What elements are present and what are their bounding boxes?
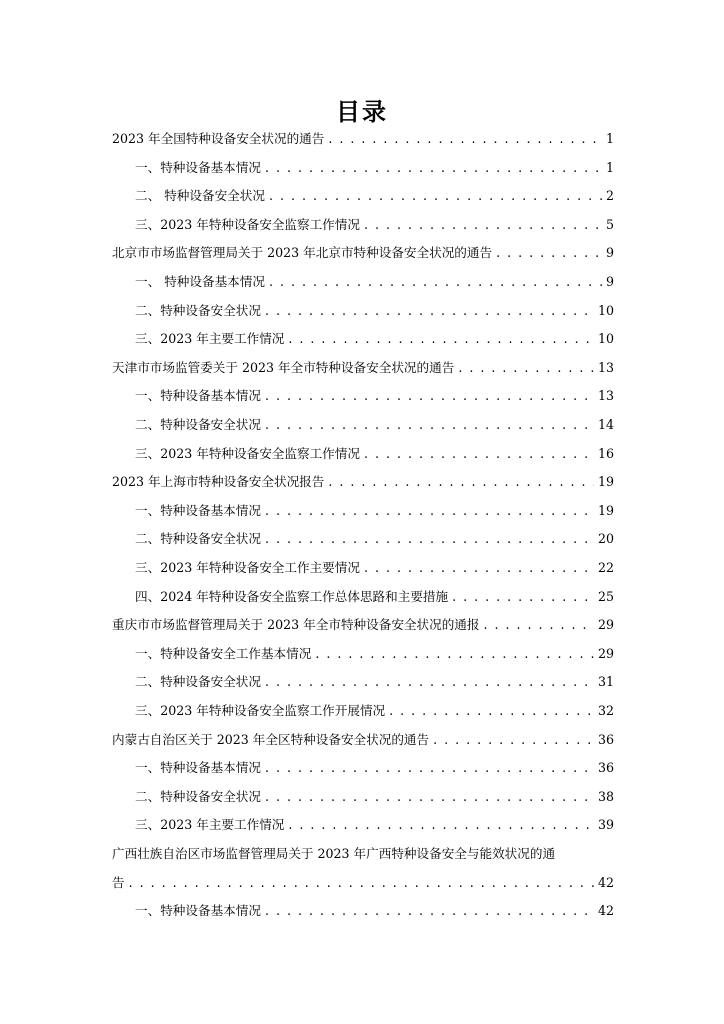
toc-entry-title: 二、特种设备安全状况 xyxy=(135,788,261,804)
dot-leader xyxy=(265,388,594,404)
toc-entry[interactable] xyxy=(135,531,614,547)
toc-entry[interactable] xyxy=(112,732,614,748)
dot-leader xyxy=(265,789,594,805)
toc-page-number: 39 xyxy=(597,817,614,833)
toc-page-number: 42 xyxy=(597,903,614,919)
toc-entry[interactable] xyxy=(135,417,614,433)
dot-leader xyxy=(328,474,594,490)
toc-page-number: 9 xyxy=(605,245,614,261)
toc-entry-title: 2023 年全国特种设备安全状况的通告 xyxy=(112,131,325,146)
toc-entry-title: 四、2024 年特种设备安全监察工作总体思路和主要措施 xyxy=(135,588,449,604)
toc-page-number: 1 xyxy=(605,159,614,175)
toc-page-number: 13 xyxy=(597,359,614,375)
dot-leader xyxy=(458,360,594,376)
toc-page-number: 36 xyxy=(597,731,614,747)
toc-entry-title: 一、 特种设备基本情况 xyxy=(135,274,265,289)
toc-entry-title: 二、特种设备安全状况 xyxy=(135,674,261,690)
toc-page-number: 19 xyxy=(597,502,614,518)
toc-entry[interactable] xyxy=(135,331,614,347)
toc-entry[interactable] xyxy=(135,789,614,805)
toc-entry-title: 三、2023 年特种设备安全监察工作情况 xyxy=(135,216,360,232)
toc-entry-title: 二、 特种设备安全状况 xyxy=(135,188,265,204)
dot-leader xyxy=(364,217,602,233)
dot-leader xyxy=(265,760,594,776)
toc-page-number: 29 xyxy=(597,617,614,633)
toc-page-number: 10 xyxy=(597,331,614,347)
toc-entry-title: 三、2023 年特种设备安全工作主要情况 xyxy=(135,560,360,575)
dot-leader xyxy=(265,503,594,519)
toc-entry-title: 三、2023 年特种设备安全监察工作开展情况 xyxy=(135,703,386,718)
toc-entry[interactable] xyxy=(112,360,614,376)
toc-entry[interactable] xyxy=(112,245,614,261)
toc-page-number: 13 xyxy=(597,388,614,404)
toc-entry[interactable] xyxy=(135,646,614,662)
dot-leader xyxy=(433,732,594,748)
toc-page-number: 9 xyxy=(605,274,614,289)
dot-leader xyxy=(328,131,602,147)
toc-entry[interactable] xyxy=(135,274,614,290)
toc-entry[interactable] xyxy=(135,160,614,176)
toc-page-number: 5 xyxy=(605,216,614,232)
dot-leader xyxy=(364,560,594,576)
dot-leader xyxy=(496,245,602,261)
toc-entry[interactable] xyxy=(135,188,614,204)
dot-leader xyxy=(129,875,594,891)
dot-leader xyxy=(265,674,594,690)
toc-entry-title: 二、特种设备安全状况 xyxy=(135,302,261,318)
dot-leader xyxy=(265,160,602,176)
toc-entry-title: 三、2023 年特种设备安全监察工作情况 xyxy=(135,445,360,461)
toc-page-number: 10 xyxy=(597,302,614,318)
toc-entry-title: 天津市市场监管委关于 2023 年全市特种设备安全状况的通告 xyxy=(112,359,455,375)
toc-entry[interactable] xyxy=(112,131,614,147)
toc-page-number: 22 xyxy=(597,560,614,575)
toc-entry[interactable] xyxy=(112,617,614,633)
toc-page-number: 2 xyxy=(605,188,614,204)
dot-leader xyxy=(389,703,594,719)
toc-page-number: 36 xyxy=(597,760,614,776)
toc-page-number: 42 xyxy=(597,874,614,890)
toc-entry[interactable] xyxy=(135,303,614,319)
toc-entry[interactable] xyxy=(135,703,614,719)
toc-entry[interactable] xyxy=(135,217,614,233)
toc-entry-title[interactable]: 广西壮族自治区市场监督管理局关于 2023 年广西特种设备安全与能效状况的通 xyxy=(112,846,556,861)
dot-leader xyxy=(265,903,594,919)
toc-entry[interactable] xyxy=(135,589,614,605)
toc-page-number: 20 xyxy=(597,531,614,547)
dot-leader xyxy=(288,331,594,347)
toc-entry-title: 一、特种设备基本情况 xyxy=(135,159,261,175)
toc-entry[interactable] xyxy=(112,875,614,891)
toc-entry-title: 重庆市市场监督管理局关于 2023 年全市特种设备安全状况的通报 xyxy=(112,617,480,633)
toc-page-number: 1 xyxy=(605,131,614,146)
toc-entry[interactable] xyxy=(135,903,614,919)
toc-entry[interactable] xyxy=(135,760,614,776)
dot-leader xyxy=(269,274,602,290)
toc-entry-title: 二、特种设备安全状况 xyxy=(135,531,261,547)
toc-entry[interactable] xyxy=(112,474,614,490)
toc-entry-title: 一、特种设备基本情况 xyxy=(135,502,261,518)
dot-leader xyxy=(364,446,594,462)
toc-page-number: 38 xyxy=(597,788,614,804)
toc-entry-title: 二、特种设备安全状况 xyxy=(135,417,261,432)
dot-leader xyxy=(288,817,594,833)
toc-entry-title: 内蒙古自治区关于 2023 年全区特种设备安全状况的通告 xyxy=(112,731,430,747)
dot-leader xyxy=(452,589,594,605)
toc-page-number: 32 xyxy=(597,703,614,718)
toc-entry-title: 一、特种设备基本情况 xyxy=(135,903,261,919)
toc-entry-title: 三、2023 年主要工作情况 xyxy=(135,331,285,347)
toc-entry[interactable] xyxy=(135,446,614,462)
toc-entry[interactable] xyxy=(135,674,614,690)
toc-entry[interactable] xyxy=(135,503,614,519)
dot-leader xyxy=(265,303,594,319)
toc-page-number: 16 xyxy=(597,445,614,461)
toc-entry-title: 一、特种设备基本情况 xyxy=(135,388,261,404)
toc-entry[interactable] xyxy=(135,560,614,576)
toc-page-number: 14 xyxy=(597,417,614,432)
dot-leader xyxy=(269,188,602,204)
toc-entry-title: 2023 年上海市特种设备安全状况报告 xyxy=(112,474,325,490)
toc-page-number: 25 xyxy=(597,588,614,604)
toc-entry-title: 北京市市场监督管理局关于 2023 年北京市特种设备安全状况的通告 xyxy=(112,245,493,261)
toc-entry[interactable] xyxy=(135,817,614,833)
dot-leader xyxy=(315,646,594,662)
toc-entry-title: 三、2023 年主要工作情况 xyxy=(135,817,285,833)
toc-page-number: 31 xyxy=(597,674,614,690)
page-title: 目录 xyxy=(336,97,388,126)
toc-entry[interactable] xyxy=(135,388,614,404)
toc-entry-title: 一、特种设备安全工作基本情况 xyxy=(135,645,312,661)
toc-page-number: 29 xyxy=(597,645,614,661)
toc-entry-title: 一、特种设备基本情况 xyxy=(135,760,261,776)
dot-leader xyxy=(484,617,594,633)
toc-entry-title-continuation: 告 xyxy=(112,874,125,890)
dot-leader xyxy=(265,531,594,547)
dot-leader xyxy=(265,417,594,433)
toc-page-number: 19 xyxy=(597,474,614,490)
